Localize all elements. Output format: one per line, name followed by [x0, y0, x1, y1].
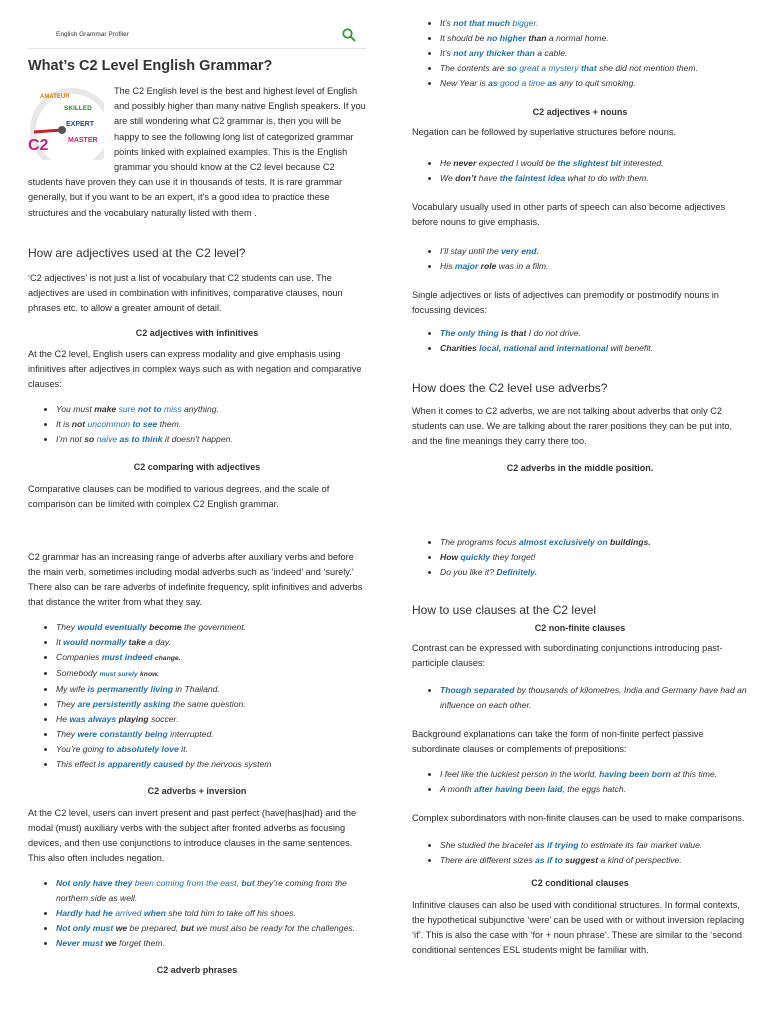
right-column: [412, 0, 748, 958]
list-item: • It is not uncommon to see them.: [56, 417, 366, 432]
list-item: • It should be no higher than a normal home.: [440, 31, 748, 46]
list-item: • New Year is as good a time as any to quit smoking.: [440, 76, 748, 91]
paragraph: Negation can be followed by superlative structures before nouns.: [412, 127, 677, 137]
list-item: • She studied the bracelet as if trying to estimate its fair market value.: [440, 838, 748, 853]
page-title: What’s C2 Level English Grammar?: [28, 58, 273, 74]
list-item: • Not only have they been coming from the east, but they’re coming from the northern side as well.: [56, 876, 366, 906]
example-list: [28, 876, 366, 951]
paragraph: C2 grammar has an increasing range of adverbs after auxiliary verbs and before the main verb, sometimes including modal adverbs such as ‘indeed’ and ‘surely.’ There also can be rare adverbs of indefinite frequency, split infinitives and adverbs that distance the writer from what they say.: [28, 551, 363, 607]
list-item: • It would normally take a day.: [56, 635, 366, 650]
paragraph: Vocabulary usually used in other parts of speech can also become adjectives before nouns to give emphasis.: [412, 202, 726, 227]
list-item: • My wife is permanently living in Thailand.: [56, 682, 366, 697]
example-list: [412, 767, 748, 797]
list-item: • How quickly they forget!: [440, 550, 748, 565]
example-list: [412, 683, 748, 713]
list-item: • He never expected I would be the slightest bit interested.: [440, 156, 748, 171]
svg-text:SKILLED: SKILLED: [64, 105, 92, 112]
list-item: • We don’t have the faintest idea what to do with them.: [440, 171, 748, 186]
left-column: [28, 0, 366, 977]
list-item: • The programs focus almost exclusively on buildings.: [440, 535, 748, 550]
search-icon[interactable]: [342, 28, 356, 42]
svg-text:MASTER: MASTER: [68, 137, 98, 144]
subheading: C2 adjectives with infinitives: [135, 327, 259, 338]
list-item: • Somebody must surely know.: [56, 666, 366, 682]
list-item: • They would eventually become the government.: [56, 620, 366, 635]
list-item: • This effect is apparently caused by the nervous system: [56, 757, 366, 772]
example-list: [412, 326, 748, 356]
list-item: • It’s not that much bigger.: [440, 16, 748, 31]
site-header: [28, 0, 366, 49]
list-item: • The contents are so great a mystery that she did not mention them.: [440, 61, 748, 76]
list-item: • I’ll stay until the very end.: [440, 244, 748, 259]
paragraph: Contrast can be expressed with subordinating conjunctions introducing past-participle clauses:: [412, 643, 723, 668]
list-item: • There are different sizes as if to suggest a kind of perspective.: [440, 853, 748, 868]
list-item: • His major role was in a film.: [440, 259, 748, 274]
gauge-image: [28, 84, 104, 160]
paragraph: Single adjectives or lists of adjectives can premodify or postmodify nouns in focussing devices:: [412, 290, 719, 315]
site-name[interactable]: English Grammar Profiler: [56, 31, 129, 38]
list-item: • It’s not any thicker than a cable.: [440, 46, 748, 61]
list-item: • The only thing is that I do not drive.: [440, 326, 748, 341]
paragraph: When it comes to C2 adverbs, we are not talking about adverbs that only C2 students can use. We are talking about the rarer positions they can be put into, and the fine meanings they carry there too.: [412, 406, 733, 446]
subheading: C2 adverbs + inversion: [147, 785, 247, 796]
subheading: C2 adjectives + nouns: [532, 107, 628, 117]
subheading: C2 non-finite clauses: [534, 623, 626, 633]
list-item: • You must make sure not to miss anything.: [56, 402, 366, 417]
intro-paragraph: The C2 English level is the best and highest level of English and possibly higher than many native English speakers. If you are still wondering what C2 grammar is, then you will be happy to see the following long list of categorized grammar points linked with explained examples. This is the English grammar you should know at the C2 level because C2 students have proven they can use it in thousands of tests. It is rare grammar generally, but if you want to be an expert, it’s a good idea to practice these structures and the vocabulary naturally listed with them .: [28, 86, 366, 218]
paragraph: Comparative clauses can be modified to various degrees, and the scale of comparison can be limited with complex C2 English grammar.: [28, 483, 330, 509]
example-list: [28, 620, 366, 772]
svg-text:AMATEUR: AMATEUR: [40, 94, 70, 100]
svg-text:EXPERT: EXPERT: [66, 121, 95, 128]
list-item: • Do you like it? Definitely.: [440, 565, 748, 580]
list-item: • Companies must indeed change.: [56, 650, 366, 666]
paragraph: Complex subordinators with non-finite clauses can be used to make comparisons.: [412, 813, 745, 823]
subheading: C2 adverb phrases: [156, 964, 238, 975]
svg-text:C2: C2: [28, 137, 49, 154]
example-list: [412, 16, 748, 91]
list-item: • Hardly had he arrived when she told him to take off his shoes.: [56, 906, 366, 921]
heading-clauses: How to use clauses at the C2 level: [412, 603, 597, 617]
list-item: • He was always playing soccer.: [56, 712, 366, 727]
paragraph: Infinitive clauses can also be used with conditional structures. In formal contexts, the hypothetical subjunctive ‘were’ can be used with or without inversion replacing ‘if’. This is also the case with ‘for + noun phrase’. These are similar to the ‘second conditional sentences ESL students might be familiar with.: [412, 900, 745, 955]
example-list: [412, 244, 748, 274]
paragraph: At the C2 level, English users can express modality and give emphasis using infinitives after adjectives in complex ways such as with negation and comparative clauses:: [28, 348, 362, 389]
paragraph: At the C2 level, users can invert present and past perfect (have|has|had) and the modal (must) auxiliary verbs with the subject after fronted adverbs as focusing devices, and then use conjunctions to introduce clauses in the same sentences. This also often includes negation.: [28, 807, 357, 863]
list-item: • Though separated by thousands of kilometres, India and Germany have had an influence on each other.: [440, 683, 748, 713]
list-item: • Never must we forget them.: [56, 936, 366, 951]
list-item: • A month after having been laid, the eggs hatch.: [440, 782, 748, 797]
paragraph: Background explanations can take the form of non-finite perfect passive subordinate clauses or complements of prepositions:: [412, 729, 704, 754]
example-list: [412, 535, 748, 580]
list-item: • They were constantly being interrupted.: [56, 727, 366, 742]
list-item: • You’re going to absolutely love it.: [56, 742, 366, 757]
example-list: [412, 156, 748, 186]
paragraph: ‘C2 adjectives’ is not just a list of vocabulary that C2 students can use. The adjectives are used in combination with infinitives, comparative clauses, noun phrases etc. to allow a greater amount of detail.: [28, 272, 343, 313]
list-item: • Charities local, national and international will benefit.: [440, 341, 748, 356]
list-item: • I feel like the luckiest person in the world, having been born at this time.: [440, 767, 748, 782]
example-list: [28, 402, 366, 447]
intro: [28, 84, 366, 221]
list-item: • I’m not so naive as to think it doesn’t happen.: [56, 432, 366, 447]
heading-adjectives: How are adjectives used at the C2 level?: [28, 245, 246, 260]
example-list: [412, 838, 748, 868]
list-item: • They are persistently asking the same question.: [56, 697, 366, 712]
subheading: C2 comparing with adjectives: [133, 461, 261, 472]
subheading: C2 conditional clauses: [531, 878, 629, 888]
heading-adverbs: How does the C2 level use adverbs?: [412, 381, 608, 395]
list-item: • Not only must we be prepared, but we must also be ready for the challenges.: [56, 921, 366, 936]
subheading: C2 adverbs in the middle position.: [506, 463, 654, 473]
